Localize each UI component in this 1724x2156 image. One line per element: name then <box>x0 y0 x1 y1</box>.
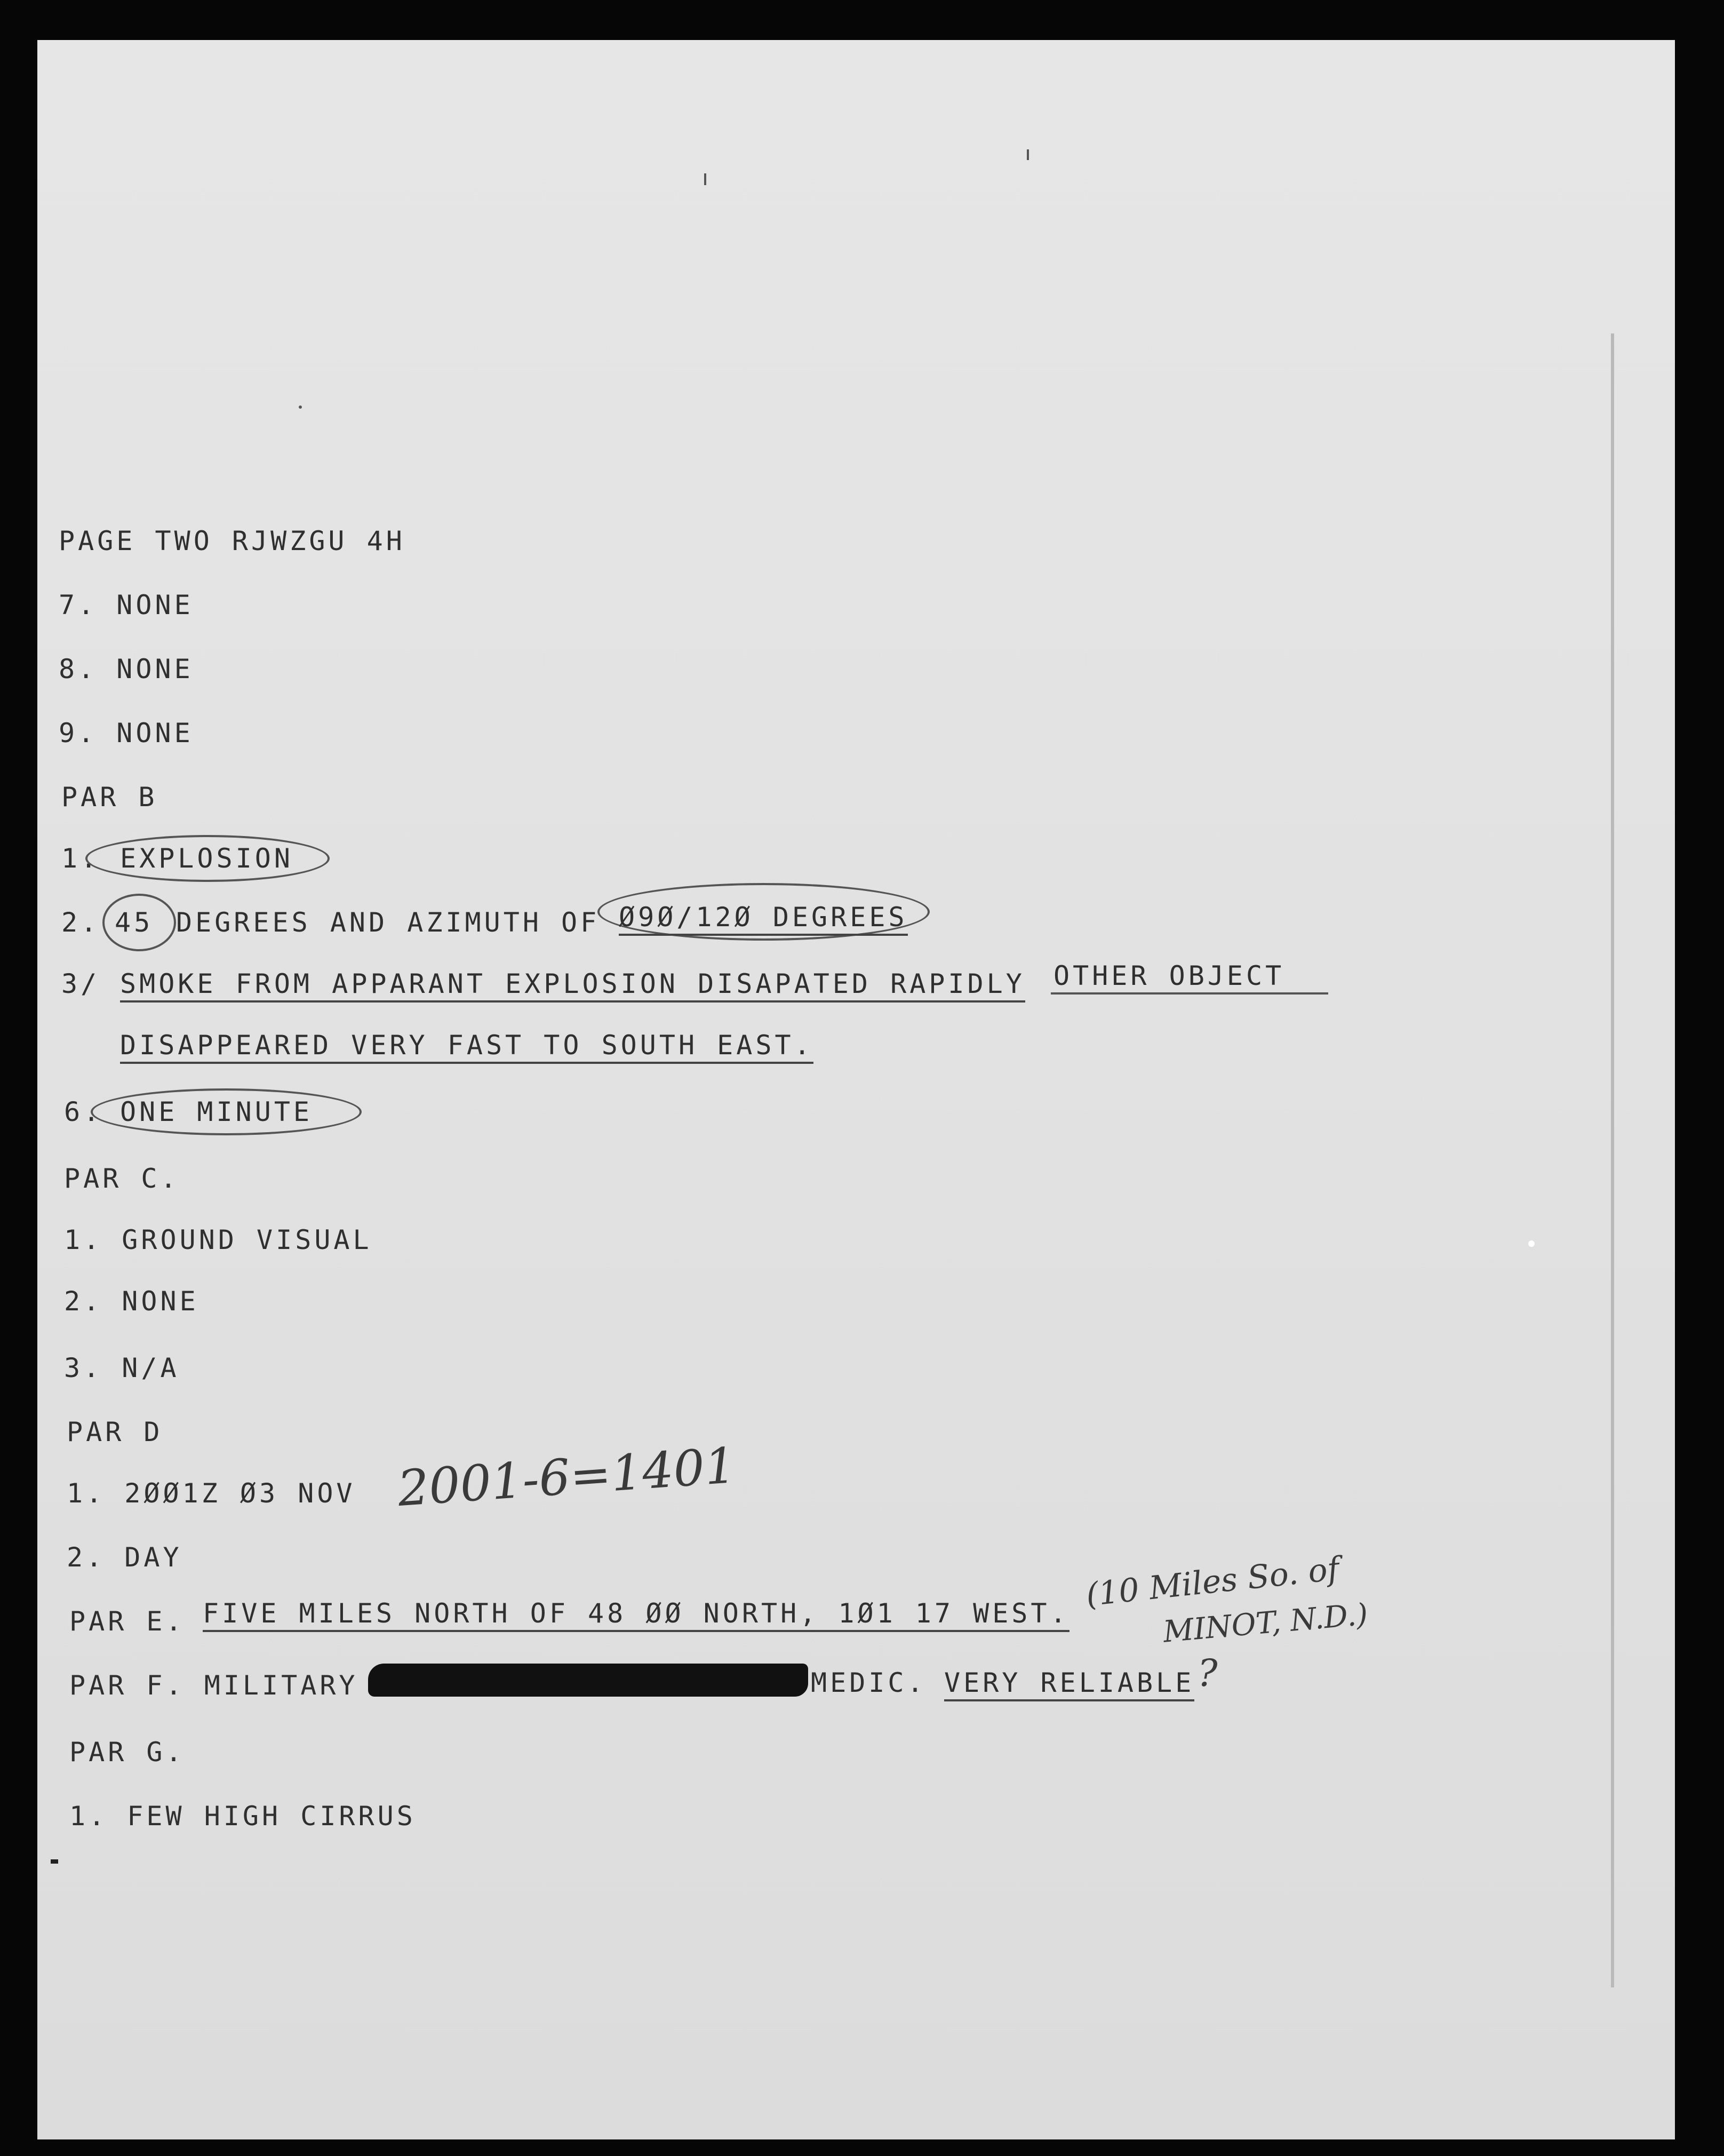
item-8: 8. NONE <box>59 654 194 685</box>
par-b-1-text: EXPLOSION <box>120 843 293 874</box>
par-b-3-underline-extension <box>1051 992 1328 995</box>
par-b-3-rest: OTHER OBJECT <box>1053 960 1285 991</box>
par-b-2-number: 2. <box>61 907 100 938</box>
par-d-1: 1. 2ØØ1Z Ø3 NOV <box>67 1478 356 1509</box>
item-7: 7. NONE <box>59 590 194 620</box>
handwritten-location-note-1: (10 Miles So. of <box>1084 1550 1342 1614</box>
par-f-medic: MEDIC. <box>811 1667 927 1698</box>
par-b-3-continuation: DISAPPEARED VERY FAST TO SOUTH EAST. <box>120 1030 813 1064</box>
par-f-label: PAR F. MILITARY <box>69 1670 358 1701</box>
par-b-6-number: 6. <box>64 1096 103 1127</box>
redaction-bar <box>368 1664 808 1697</box>
handwritten-time-calculation: 2001-6=1401 <box>396 1436 738 1518</box>
par-e-label: PAR E. <box>69 1606 185 1637</box>
handwritten-question-mark: ? <box>1198 1651 1218 1695</box>
par-b-2-elevation: 45 <box>115 907 154 938</box>
par-b-2-azimuth: Ø9Ø/12Ø DEGREES <box>619 902 908 936</box>
page-margin-line <box>1611 333 1614 1987</box>
par-b-2-text: DEGREES AND AZIMUTH OF <box>176 907 600 938</box>
par-b-1-number: 1. <box>61 843 100 874</box>
par-c-2: 2. NONE <box>64 1286 199 1317</box>
par-e-location: FIVE MILES NORTH OF 48 ØØ NORTH, 1Ø1 17 WEST. <box>203 1598 1069 1632</box>
par-b-6-text: ONE MINUTE <box>120 1096 313 1127</box>
par-c-heading: PAR C. <box>64 1163 180 1194</box>
par-d-heading: PAR D <box>67 1417 163 1447</box>
par-b-3-underlined: SMOKE FROM APPARANT EXPLOSION DISAPATED RAPIDLY <box>120 968 1025 1003</box>
par-c-1: 1. GROUND VISUAL <box>64 1224 372 1255</box>
page-header: PAGE TWO RJWZGU 4H <box>59 526 405 556</box>
par-g-heading: PAR G. <box>69 1737 185 1768</box>
item-9: 9. NONE <box>59 718 194 749</box>
par-b-3-number: 3/ <box>61 968 100 999</box>
par-f-reliability: VERY RELIABLE <box>944 1667 1194 1701</box>
par-c-3: 3. N/A <box>64 1353 180 1383</box>
par-d-2: 2. DAY <box>67 1542 182 1573</box>
par-b-heading: PAR B <box>61 782 158 813</box>
par-g-1: 1. FEW HIGH CIRRUS <box>69 1801 416 1832</box>
handwritten-location-note-2: MINOT, N.D.) <box>1161 1597 1369 1650</box>
